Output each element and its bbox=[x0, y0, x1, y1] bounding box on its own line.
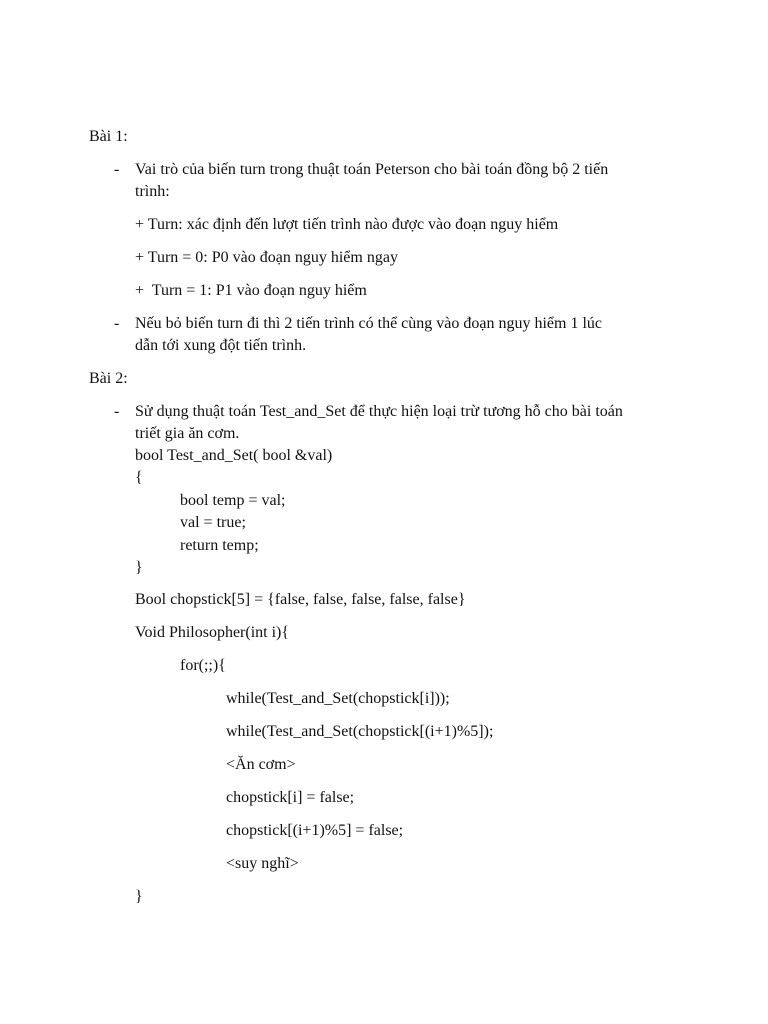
code-line: while(Test_and_Set(chopstick[(i+1)%5]); bbox=[226, 723, 494, 740]
section1-heading: Bài 1: bbox=[89, 128, 128, 145]
code-line: } bbox=[135, 559, 143, 576]
code-line: val = true; bbox=[180, 514, 246, 531]
code-line: chopstick[i] = false; bbox=[226, 789, 355, 806]
code-line: bool Test_and_Set( bool &val) bbox=[135, 447, 333, 464]
code-line: { bbox=[135, 469, 143, 486]
code-line: <suy nghĩ> bbox=[226, 855, 299, 872]
code-line: <Ăn cơm> bbox=[226, 756, 296, 773]
section1-item2-line1: Nếu bỏ biến turn đi thì 2 tiến trình có thể cùng vào đoạn nguy hiểm 1 lúc bbox=[135, 315, 603, 332]
section1-subitem-turn0: + Turn = 0: P0 vào đoạn nguy hiểm ngay bbox=[135, 249, 398, 266]
code-line: bool temp = val; bbox=[180, 492, 286, 509]
code-line: } bbox=[135, 888, 143, 905]
section2-item1-line2: triết gia ăn cơm. bbox=[135, 425, 240, 442]
section2-heading: Bài 2: bbox=[89, 370, 128, 387]
code-line: while(Test_and_Set(chopstick[i])); bbox=[226, 690, 450, 707]
code-line: for(;;){ bbox=[180, 657, 226, 674]
code-line: Bool chopstick[5] = {false, false, false, false, false} bbox=[135, 591, 466, 608]
bullet-marker: - bbox=[114, 315, 120, 332]
section1-item2-line2: dẫn tới xung đột tiến trình. bbox=[135, 337, 307, 354]
section1-item1-line2: trình: bbox=[135, 183, 170, 200]
bullet-marker: - bbox=[114, 161, 120, 178]
code-line: return temp; bbox=[180, 537, 259, 554]
code-line: Void Philosopher(int i){ bbox=[135, 624, 290, 641]
bullet-marker: - bbox=[114, 403, 120, 420]
section1-subitem-turn: + Turn: xác định đến lượt tiến trình nào được vào đoạn nguy hiểm bbox=[135, 216, 559, 233]
section1-subitem-turn1: + Turn = 1: P1 vào đoạn nguy hiểm bbox=[135, 282, 367, 299]
section1-item1-line1: Vai trò của biến turn trong thuật toán Peterson cho bài toán đồng bộ 2 tiến bbox=[135, 161, 609, 178]
section2-item1-line1: Sử dụng thuật toán Test_and_Set để thực hiện loại trừ tương hỗ cho bài toán bbox=[135, 403, 623, 420]
code-line: chopstick[(i+1)%5] = false; bbox=[226, 822, 404, 839]
